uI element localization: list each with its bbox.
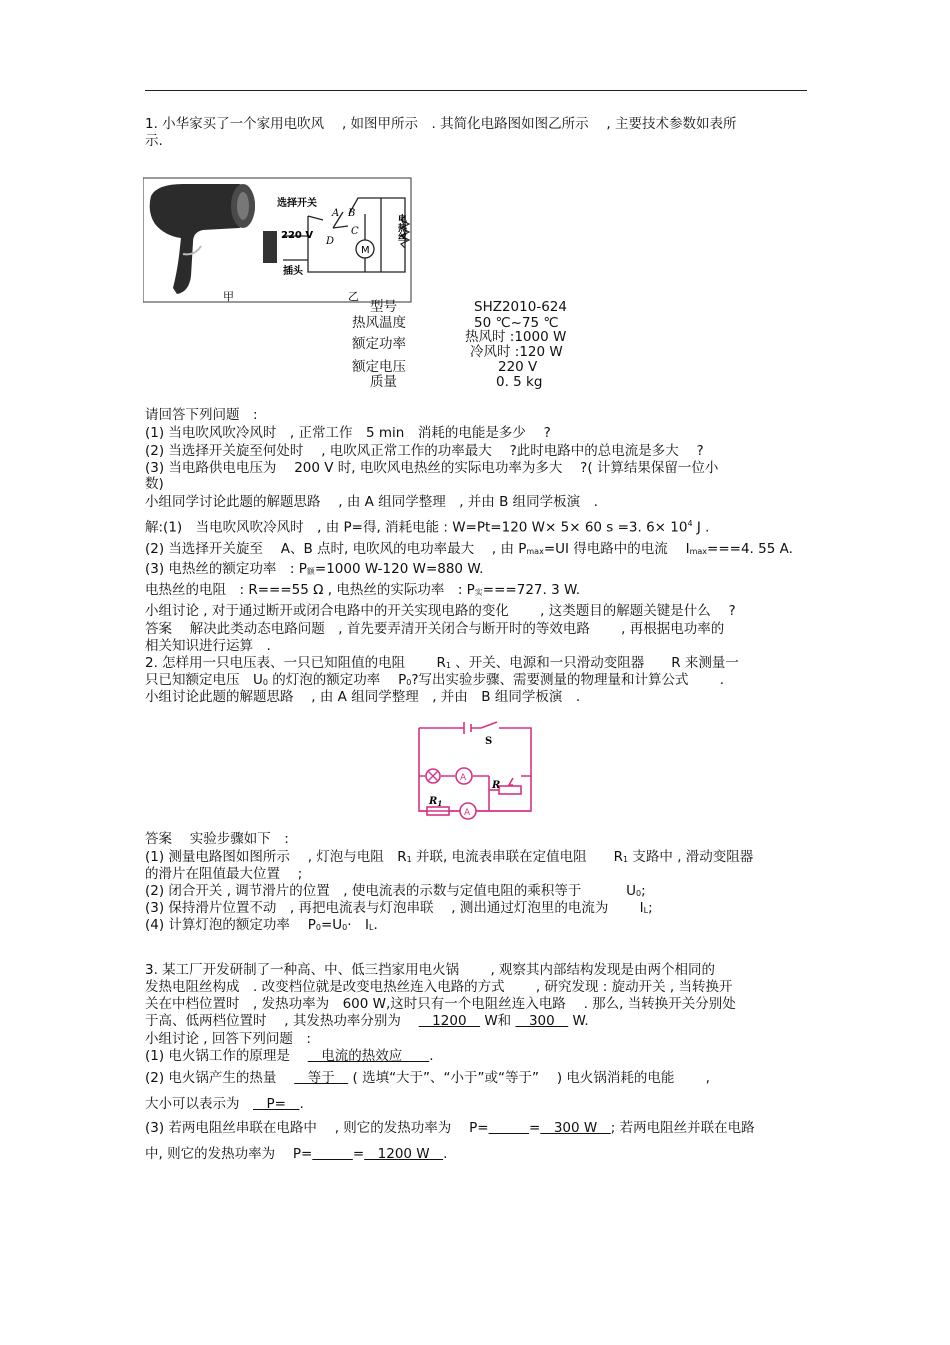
param-value: 220 V — [498, 359, 538, 375]
svg-text:A: A — [464, 808, 471, 818]
q3-discussion: 小组讨论 , 回答下列问题 : — [145, 1031, 311, 1047]
svg-text:C: C — [351, 226, 359, 237]
svg-text:A: A — [332, 208, 340, 219]
answer-blank — [312, 1146, 353, 1162]
svg-text:D: D — [326, 236, 335, 247]
q1-answer-cont: 相关知识进行运算 . — [145, 638, 271, 654]
caption-yi: 乙 — [348, 290, 359, 303]
answer-blank: 等于 — [294, 1070, 349, 1086]
answer-blank: 300 — [515, 1013, 569, 1029]
param-value: SHZ2010-624 — [474, 299, 567, 315]
heater-label: 电热丝 — [396, 214, 406, 241]
switch-label: S — [485, 736, 493, 747]
q1-discussion-2: 小组讨论 , 对于通过断开或闭合电路中的开关实现电路的变化 , 这类题目的解题关键是什么 ? — [145, 603, 736, 619]
q3-part-3-cont: 中, 则它的发热功率为 P= = 1200 W . — [145, 1146, 448, 1162]
param-key: 质量 — [370, 374, 397, 390]
answer-blank: 电流的热效应 — [307, 1048, 430, 1064]
q1-part-3-cont: 数) — [145, 476, 164, 492]
svg-text:M: M — [361, 245, 370, 256]
q1-solution-2: (2) 当选择开关旋至 A、B 点时, 电吹风的电功率最大 , 由 $P_{max}=UI$ 得电路中的电流 $I_{max}===4$. 55 A. — [145, 541, 793, 557]
q1-answer: 答案 解决此类动态电路问题 , 首先要弄清开关闭合与断开时的等效电路 , 再根据电功率的 — [145, 621, 725, 637]
q3-line-4: 于高、低两档位置时 , 其发热功率分别为 1200 W和 300 W. — [145, 1013, 589, 1029]
svg-text:A: A — [460, 773, 467, 783]
param-key: 额定功率 — [352, 336, 406, 352]
q3-line-3: 关在中档位置时 , 发热功率为 600 W,这时只有一个电阻丝连入电路 . 那么, 当转换开关分别处 — [145, 996, 736, 1012]
q1-part-1: (1) 当电吹风吹冷风时 , 正常工作 5 min 消耗的电能是多少 ? — [145, 425, 551, 441]
q2-step-1: (1) 测量电路图如图所示 , 灯泡与电阻 $R_1$ 并联, 电流表串联在定值电阻 $R_1$ 支路中 , 滑动变阻器 — [145, 849, 754, 865]
param-value: 热风时 :1000 W — [465, 329, 567, 345]
answer-blank: 1200 — [418, 1013, 481, 1029]
switch-label: 选择开关 — [277, 198, 317, 209]
param-value: 冷风时 :120 W — [470, 344, 563, 360]
param-value: 50 ℃~75 ℃ — [474, 315, 559, 331]
q2-step-1-cont: 的滑片在阻值最大位置 ; — [145, 866, 303, 882]
q2-answer: 答案 实验步骤如下 : — [145, 831, 289, 847]
param-value: 0. 5 kg — [496, 374, 543, 390]
param-key: 热风温度 — [352, 315, 406, 331]
answer-blank: 300 W — [540, 1120, 611, 1136]
rheostat-label: R — [492, 780, 501, 791]
q3-line-1: 3. 某工厂开发研制了一种高、中、低三挡家用电火锅 , 观察其内部结构发现是由两个相同的 — [145, 962, 716, 978]
q3-part-1: (1) 电火锅工作的原理是 电流的热效应 . — [145, 1048, 434, 1064]
q2-line-2: 只已知额定电压 $U_0$ 的灯泡的额定功率 $P_0$?写出实验步骤、需要测量的物理量和计算公式 . — [145, 672, 725, 688]
plug-label: 插头 — [283, 266, 303, 277]
measurement-circuit-figure — [409, 716, 539, 824]
q1-line-2: 示. — [145, 133, 163, 149]
param-key: 型号 — [370, 299, 397, 315]
q2-step-2: (2) 闭合开关 , 调节滑片的位置 , 使电流表的示数与定值电阻的乘积等于 $U_0$; — [145, 883, 646, 899]
q2-line-1: 2. 怎样用一只电压表、一只已知阻值的电阻 $R_1$ 、开关、电源和一只滑动变阻器 R 来测量一 — [145, 655, 739, 671]
header-rule — [145, 90, 807, 91]
svg-text:B: B — [348, 208, 356, 219]
q3-part-3: (3) 若两电阻丝串联在电路中 , 则它的发热功率为 P= = 300 W ; 若两电阻丝并联在电路 — [145, 1120, 755, 1136]
answer-blank: 1200 W — [364, 1146, 444, 1162]
r1-label: $R_1$ — [429, 796, 443, 808]
caption-jia: 甲 — [223, 290, 234, 303]
param-key: 额定电压 — [352, 359, 406, 375]
q3-part-2-cont: 大小可以表示为 P= . — [145, 1096, 304, 1112]
q2-step-4: (4) 计算灯泡的额定功率 $P_0=U_0\cdot$ $I_L$. — [145, 917, 378, 933]
q2-line-3: 小组讨论此题的解题思路 , 由 A 组同学整理 , 并由 B 组同学板演 . — [145, 689, 581, 705]
voltage-label: 220 V — [281, 230, 314, 241]
q1-solution-3: (3) 电热丝的额定功率 : $P_额=1000$ W-120 W=880 W. — [145, 561, 484, 577]
q1-ask: 请回答下列问题 : — [145, 407, 258, 423]
q1-part-2: (2) 当选择开关旋至何处时 , 电吹风正常工作的功率最大 ?此时电路中的总电流是多大 ? — [145, 443, 704, 459]
hair-dryer-figure — [143, 176, 413, 304]
q1-line-1: 1. 小华家买了一个家用电吹风 , 如图甲所示 . 其简化电路图如图乙所示 , 主要技术参数如表所 — [145, 116, 737, 132]
q1-solution-1: 解:(1) 当电吹风吹冷风时 , 由 P=得, 消耗电能 : W=Pt=120 W× 5× 60 s =3. $6\times 10^4$ J . — [145, 519, 710, 536]
q3-line-2: 发热电阻丝构成 . 改变档位就是改变电热丝连入电路的方式 , 研究发现 : 旋动开关 , 当转换开 — [145, 979, 733, 995]
q2-step-3: (3) 保持滑片位置不动 , 再把电流表与灯泡串联 , 测出通过灯泡里的电流为 $I_L$; — [145, 900, 653, 916]
q1-discussion: 小组同学讨论此题的解题思路 , 由 A 组同学整理 , 并由 B 组同学板演 . — [145, 494, 598, 510]
q1-part-3: (3) 当电路供电电压为 200 V 时, 电吹风电热丝的实际电功率为多大 ?( 计算结果保留一位小 — [145, 460, 719, 476]
answer-blank — [489, 1120, 530, 1136]
q1-solution-4: 电热丝的电阻 : R===55 Ω , 电热丝的实际功率 : $P_实===727$. 3 W. — [145, 582, 581, 598]
q3-part-2: (2) 电火锅产生的热量 等于 ( 选填“大于”、“小于”或“等于” ) 电火锅消耗的电能 , — [145, 1070, 710, 1086]
answer-blank: P= — [253, 1096, 300, 1112]
